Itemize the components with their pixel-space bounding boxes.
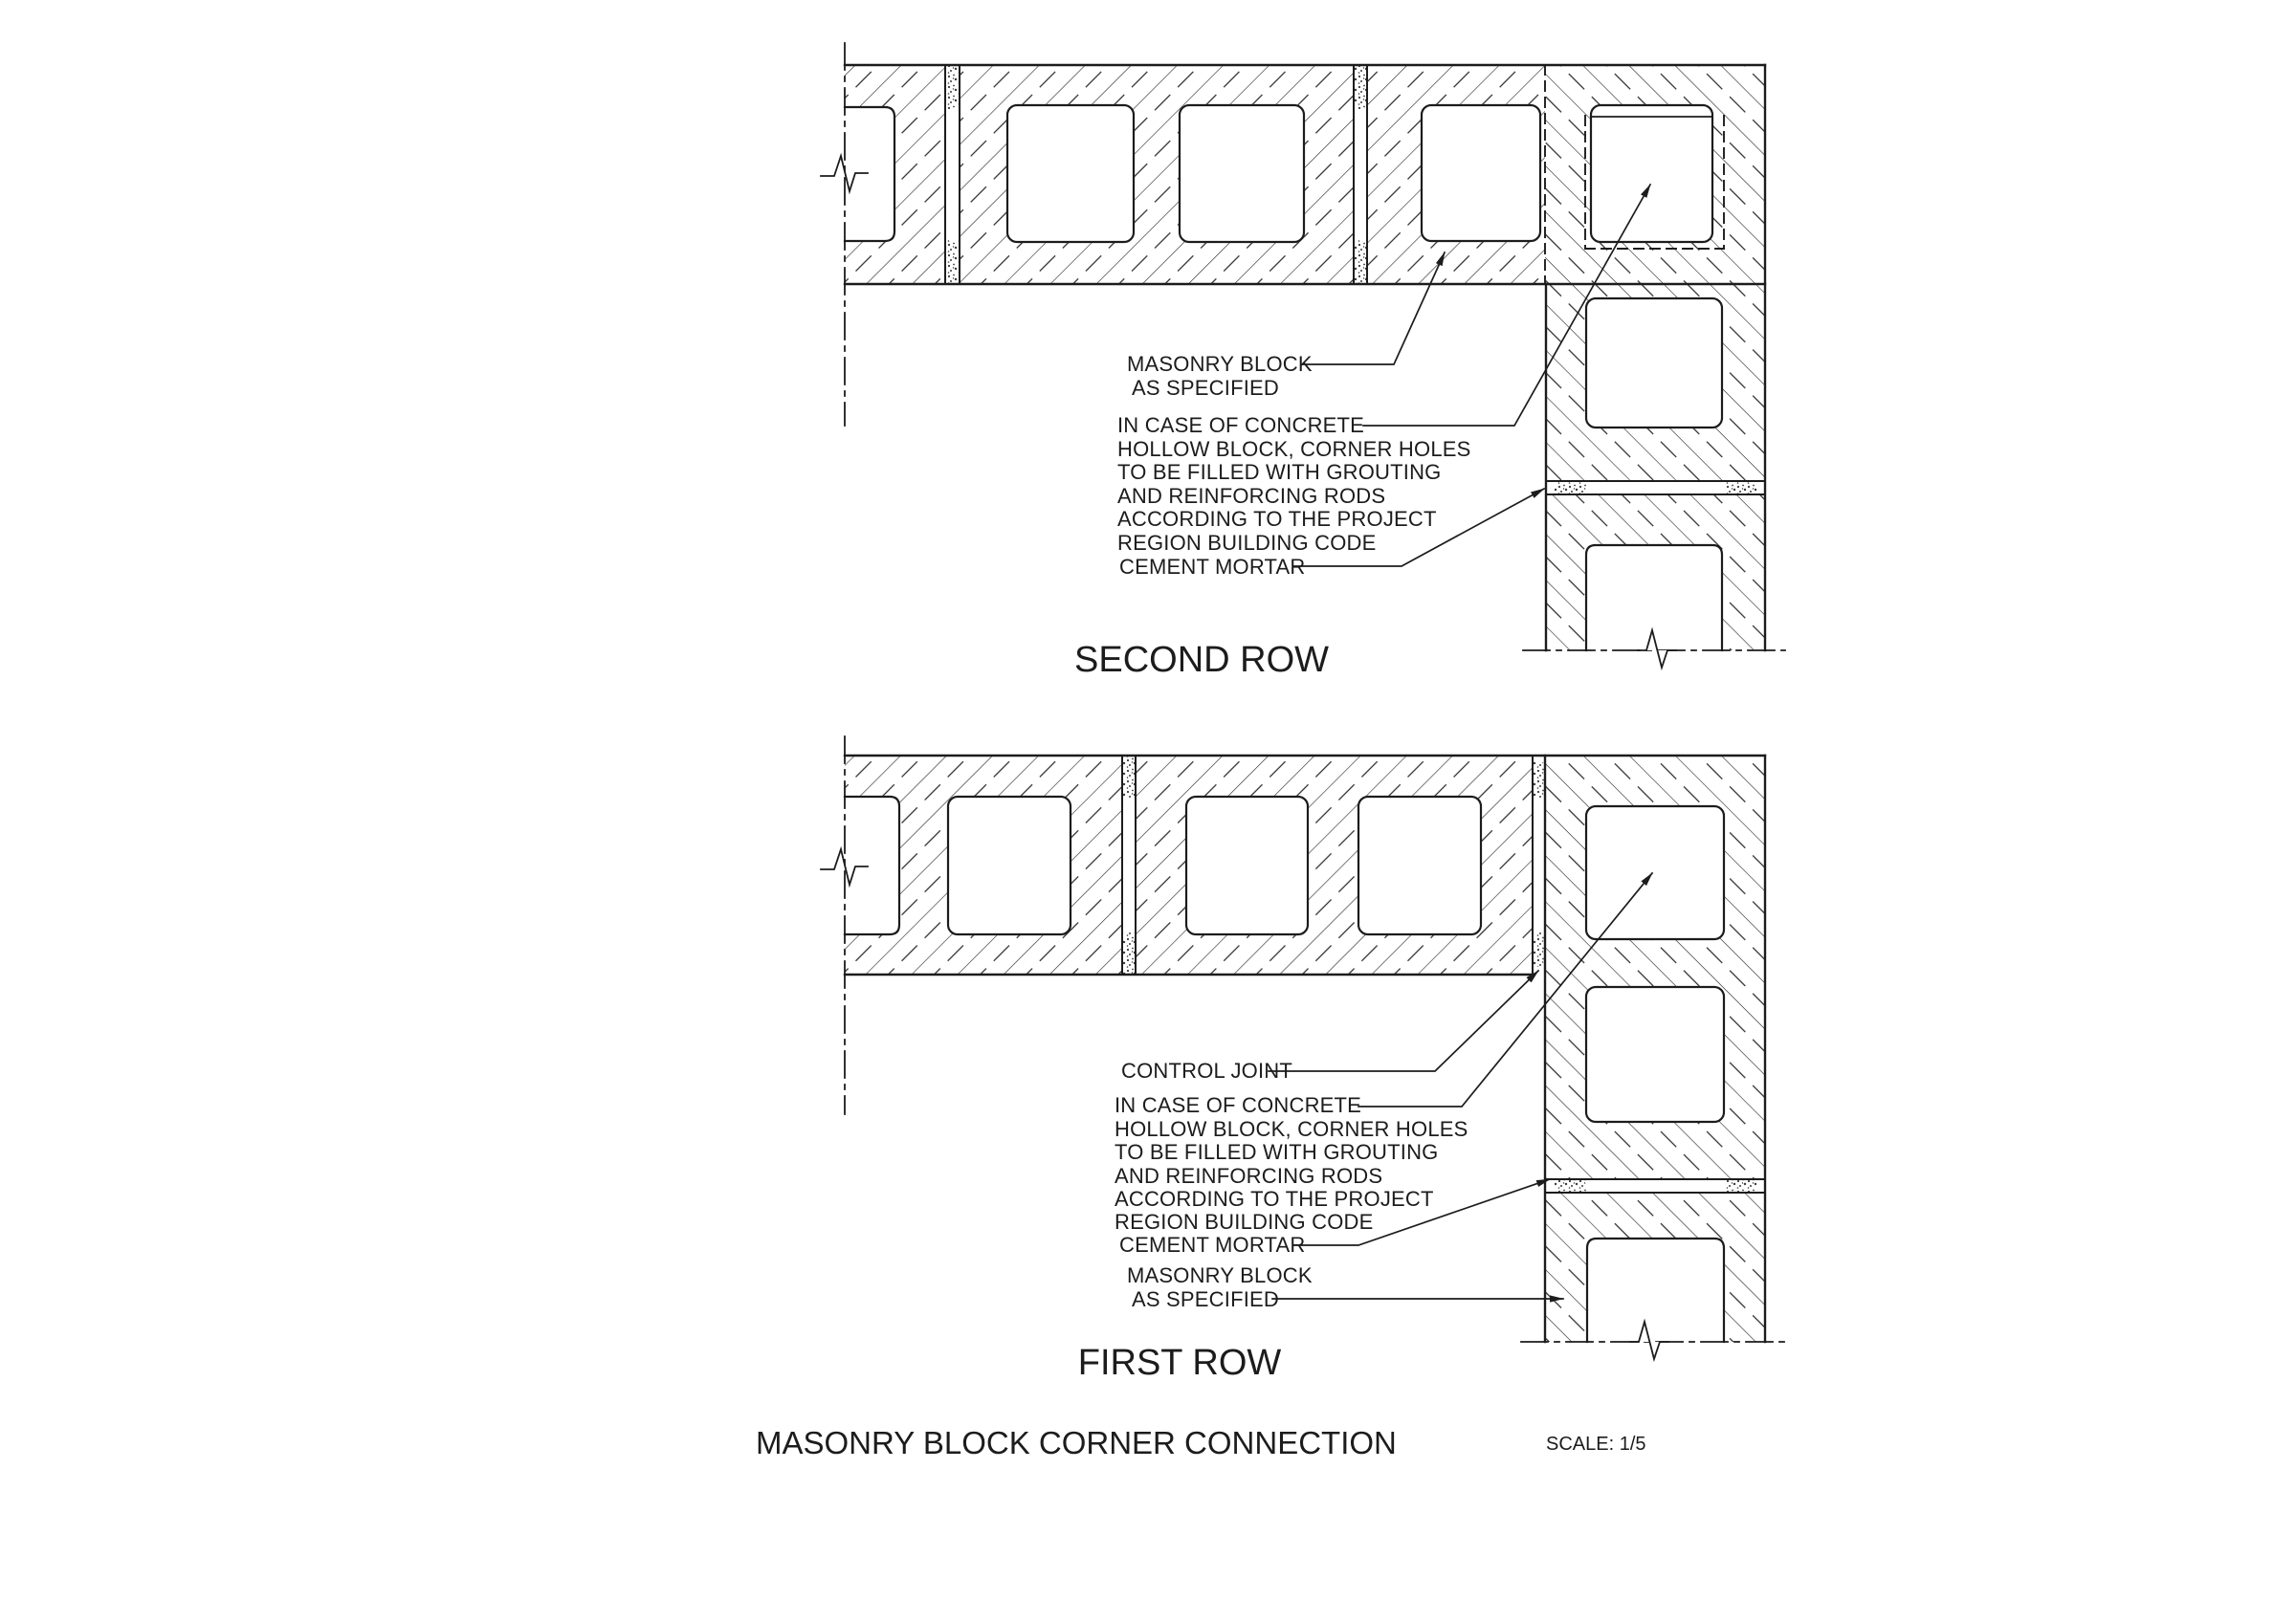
corner-note-line: IN CASE OF CONCRETE xyxy=(1115,1093,1362,1117)
masonry-block-label: MASONRY BLOCK xyxy=(1127,1263,1313,1287)
cell xyxy=(1586,298,1722,428)
cell xyxy=(1422,105,1540,241)
cell xyxy=(1358,797,1481,934)
corner-note-line: ACCORDING TO THE PROJECT xyxy=(1115,1187,1434,1211)
control-joint-leader xyxy=(1269,971,1538,1071)
cell xyxy=(1007,105,1134,242)
corner-note-line: AND REINFORCING RODS xyxy=(1117,484,1386,508)
cell xyxy=(1180,105,1304,242)
corner-note-line: TO BE FILLED WITH GROUTING xyxy=(1117,460,1442,484)
cell xyxy=(948,797,1071,934)
corner-note-line: IN CASE OF CONCRETE xyxy=(1117,413,1365,437)
second-row-annotations xyxy=(1074,352,1471,680)
mortar-joint xyxy=(1354,65,1367,284)
corner-note-line: TO BE FILLED WITH GROUTING xyxy=(1115,1140,1439,1164)
masonry-block-label-line2: AS SPECIFIED xyxy=(1132,1287,1279,1311)
second-row-caption: SECOND ROW xyxy=(1074,640,1329,680)
second-row-diagram xyxy=(821,43,1785,680)
control-joint-label: CONTROL JOINT xyxy=(1121,1059,1293,1083)
scale-label: SCALE: 1/5 xyxy=(1546,1434,1646,1455)
control-joint xyxy=(1533,756,1545,975)
mortar-bed-joint xyxy=(1546,481,1764,494)
cell xyxy=(1186,797,1308,934)
cut-cell xyxy=(1587,1239,1724,1342)
mortar-joint xyxy=(1122,756,1136,975)
corner-note-line: REGION BUILDING CODE xyxy=(1117,531,1377,555)
cut-cell xyxy=(845,797,899,934)
first-row-diagram xyxy=(821,736,1785,1383)
cut-cell xyxy=(845,107,894,241)
corner-note-line: ACCORDING TO THE PROJECT xyxy=(1117,507,1437,531)
corner-note-line: HOLLOW BLOCK, CORNER HOLES xyxy=(1115,1117,1468,1141)
corner-note-line: AND REINFORCING RODS xyxy=(1115,1164,1383,1188)
corner-note-line: REGION BUILDING CODE xyxy=(1115,1210,1374,1234)
corner-cell xyxy=(1586,987,1724,1122)
corner-cell xyxy=(1586,806,1724,939)
corner-note-line: HOLLOW BLOCK, CORNER HOLES xyxy=(1117,437,1471,461)
first-row-caption: FIRST ROW xyxy=(1077,1343,1282,1383)
masonry-block-label-line2: AS SPECIFIED xyxy=(1132,376,1279,400)
mortar-joint xyxy=(945,65,960,284)
mortar-bed-joint xyxy=(1546,1179,1764,1193)
corner-cell xyxy=(1591,105,1712,242)
title-block xyxy=(756,1425,1646,1460)
cement-mortar-label: CEMENT MORTAR xyxy=(1119,555,1306,579)
cement-mortar-label: CEMENT MORTAR xyxy=(1119,1233,1306,1257)
masonry-block-label: MASONRY BLOCK xyxy=(1127,352,1313,376)
drawing-title: MASONRY BLOCK CORNER CONNECTION xyxy=(756,1425,1397,1460)
